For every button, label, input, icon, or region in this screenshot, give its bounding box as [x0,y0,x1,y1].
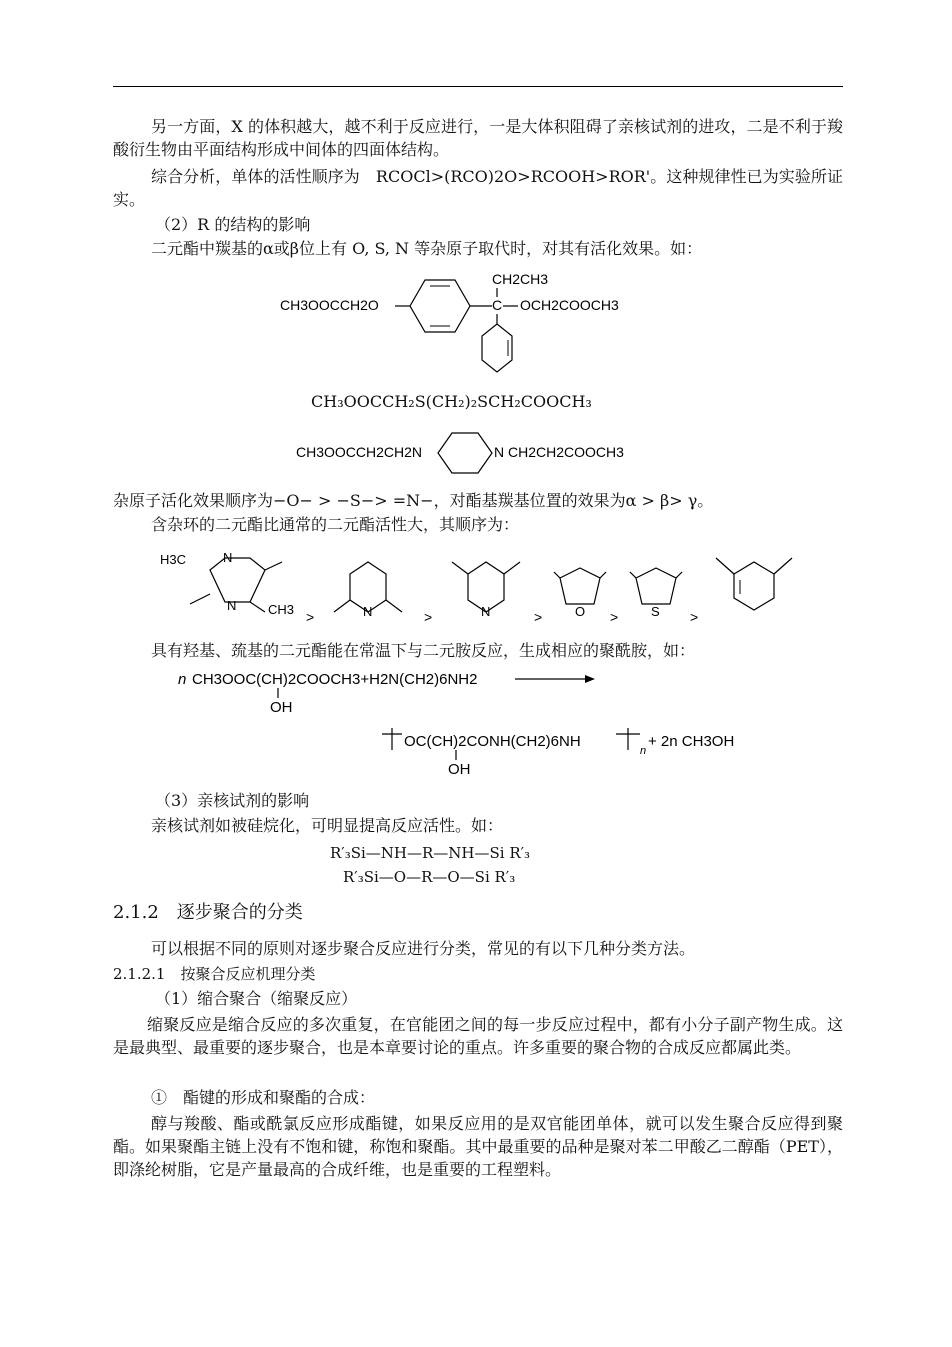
thiophene-ring-icon [636,568,676,604]
paragraph-condensation: 缩聚反应是缩合反应的多次重复，在官能团之间的每一步反应过程中，都有小分子副产物生成。这是最典型、最重要的逐步聚合，也是本章要讨论的重点。许多重要的聚合物的合成反应都属此类。 [113,1015,843,1057]
header-rule [113,86,843,87]
formula-piperazine-ester [290,425,670,481]
subsection-ester-bond: ① 酯键的形成和聚酯的合成： [151,1088,376,1107]
r2-main: OC(CH)2CONH(CH2)6NH [404,733,581,750]
r1-n: n [178,671,187,688]
reaction-polyamide [170,664,790,784]
paragraph-classification: 可以根据不同的原则对逐步聚合反应进行分类，常见的有以下几种分类方法。 [151,939,696,958]
subsection-condensation: （1）缩合聚合（缩聚反应） [155,989,358,1008]
r2-oh: OH [448,761,471,778]
het-n1: N [223,550,233,565]
het-ch3: CH3 [268,602,295,617]
f1-top-text: CH2CH3 [492,271,549,287]
r1-oh: OH [270,699,293,716]
f3-left-text: CH3OOCCH2CH2N [296,444,423,460]
het-n3: N [363,604,373,619]
piperazine-ring-icon [438,433,492,473]
r2-sub: n [640,745,647,757]
subsection-r-structure: （2）R 的结构的影响 [155,215,311,234]
r2-tail: + 2n CH3OH [648,733,735,750]
formula-thioether-ester: CH₃OOCCH₂S(CH₂)₂SCH₂COOCH₃ [311,392,592,411]
f1-central-carbon: C [492,297,503,313]
paragraph-bulk-effect: 另一方面，X 的体积越大，越不利于反应进行，一是大体积阻碍了亲核试剂的进攻，二是不利于羧酸衍生物由平面结构形成中间体的四面体结构。 [113,117,843,159]
gt-2: > [424,609,433,625]
het-s: S [651,604,660,619]
heterocycle-order [150,544,810,630]
het-h3c: H3C [160,552,187,567]
het-n4: N [481,604,491,619]
paragraph-heterocycle: 含杂环的二元酯比通常的二元酯活性大，其顺序为： [151,515,520,534]
formula-silyl-ether: R′₃Si—O—R—O—Si R′₃ [343,868,516,886]
benzene-ring-icon [410,280,470,332]
paragraph-heteroatom-order: 杂原子活化效果顺序为−O− > −S−> =N−，对酯基羰基位置的效果为α > β> γ。 [113,491,714,510]
gt-3: > [534,609,543,625]
het-o: O [575,604,586,619]
gt-5: > [690,609,699,625]
f1-right-text: OCH2COOCH3 [520,297,619,313]
f3-right-text: N CH2CH2COOCH3 [494,444,624,460]
paragraph-hydroxyl-ester: 具有羟基、巯基的二元酯能在常温下与二元胺反应，生成相应的聚酰胺，如： [151,641,696,660]
section-heading-2-1-2-1: 2.1.2.1 按聚合反应机理分类 [113,965,316,983]
gt-1: > [306,609,315,625]
paragraph-heteroatom: 二元酯中羰基的α或β位上有 O, S, N 等杂原子取代时，对其有活化效果。如： [151,239,703,258]
paragraph-silylation: 亲核试剂如被硅烷化，可明显提高反应活性。如： [151,816,504,835]
f1-left-text: CH3OOCCH2O [280,297,379,313]
het-n2: N [227,598,237,613]
paragraph-activity-order: 综合分析，单体的活性顺序为 RCOCl>(RCO)2O>RCOOH>ROR'。这种规律性已为实验所证实。 [113,167,843,209]
subsection-nucleophile: （3）亲核试剂的影响 [155,791,310,810]
formula-silyl-amine: R′₃Si—NH—R—NH—Si R′₃ [330,844,531,862]
section-heading-2-1-2: 2.1.2 逐步聚合的分类 [113,902,303,923]
furan-ring-icon [560,568,600,604]
gt-4: > [610,609,619,625]
formula-ether-ester [270,262,670,382]
pyrazine-ring-icon [210,558,265,602]
paragraph-polyester: 醇与羧酸、酯或酰氯反应形成酯键，如果反应用的是双官能团单体，就可以发生聚合反应得到聚酯。如果聚酯主链上没有不饱和键，称饱和聚酯。其中最重要的品种是聚对苯二甲酸乙二醇酯（PET），即涤纶树脂，它是产量最高的合成纤维，也是重要的工程塑料。 [113,1114,843,1179]
r1-main: CH3OOC(CH)2COOCH3+H2N(CH2)6NH2 [192,671,478,688]
